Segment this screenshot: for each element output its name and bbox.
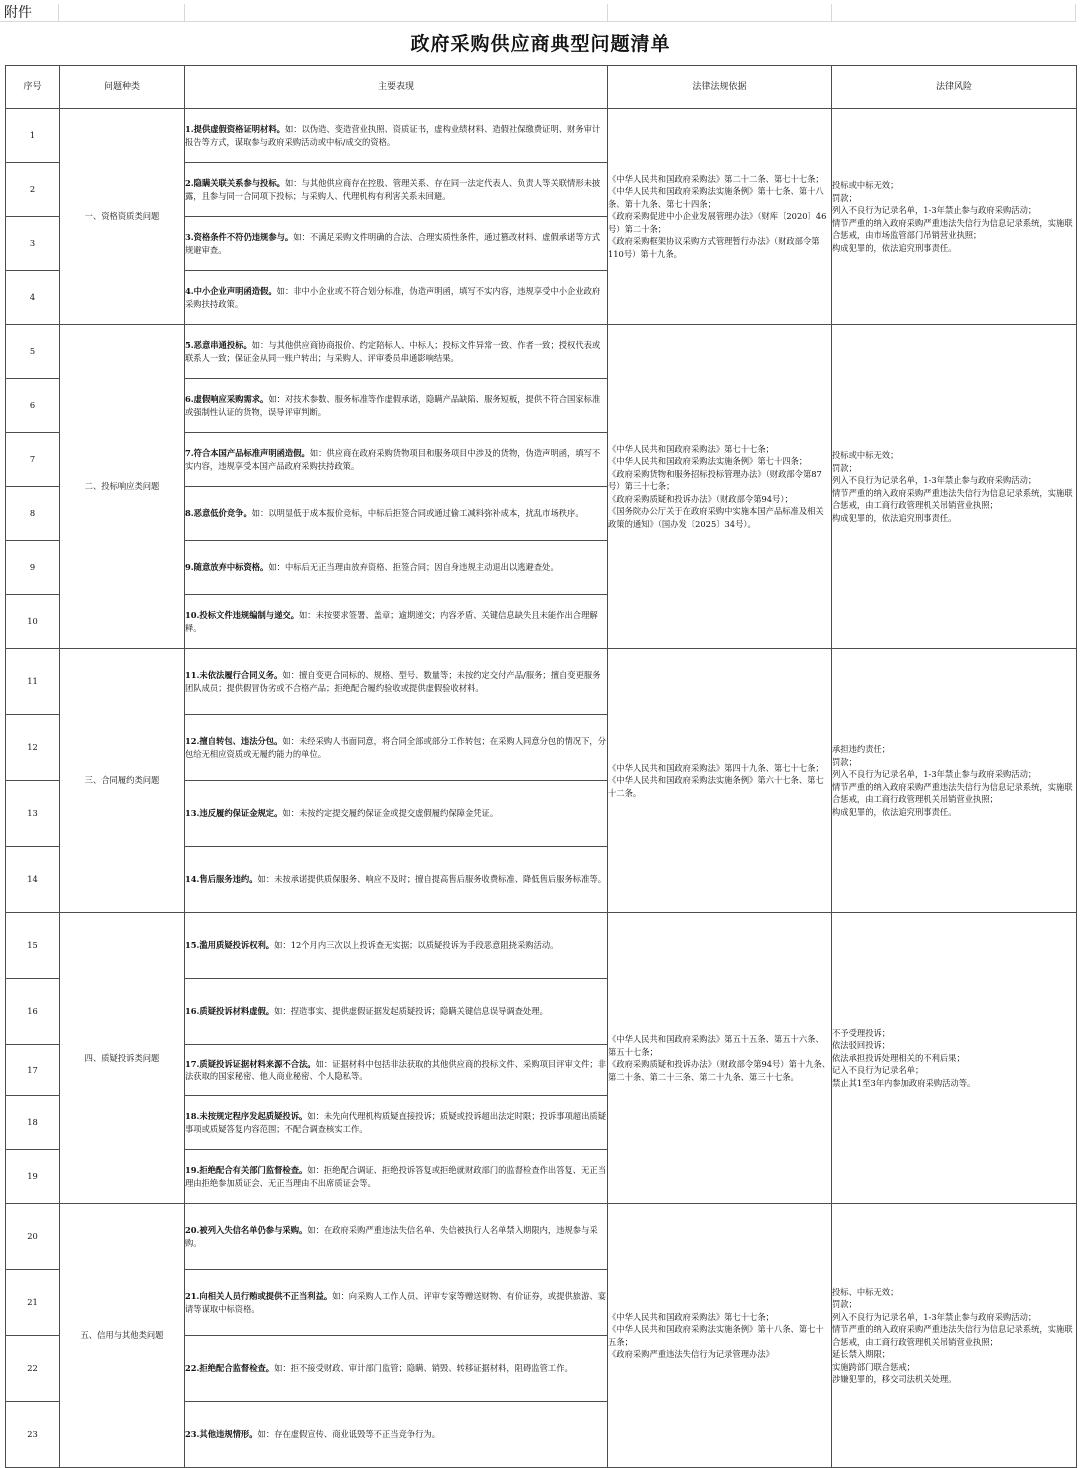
issue-table <box>5 65 1077 1468</box>
description-cell <box>185 217 608 271</box>
law-cell: 《中华人民共和国政府采购法》第五十五条、第五十六条、第五十七条； 《政府采购质疑和投诉办法》（财政部令第94号）第十九条、第二十条、第二十三条、第二十九条、第三十七条。 <box>608 913 832 1204</box>
description-cell <box>185 847 608 913</box>
issue-title: 12.擅自转包、违法分包。 <box>185 736 283 746</box>
issue-text: 如：证据材料中包括非法获取的其他供应商的投标文件、采购项目评审文件；非法获取的国家秘密、他人商业秘密、个人隐私等。 <box>185 1058 606 1081</box>
table-row <box>6 1204 1077 1270</box>
issue-text: 如：供应商在政府采购货物项目和服务项目中涉及的货物，伪造声明函，填写不实内容，违规享受本国产品政府采购扶持政策。 <box>185 448 601 471</box>
issue-title: 7.符合本国产品标准声明函造假。 <box>185 448 310 458</box>
issue-title: 9.随意放弃中标资格。 <box>185 562 269 573</box>
row-number: 15 <box>6 913 60 979</box>
issue-text: 如：不满足采购文件明确的合法、合理实质性条件，通过篡改材料、虚假承诺等方式规避审查。 <box>185 232 601 255</box>
category-cell: 五、信用与其他类问题 <box>60 1204 185 1468</box>
issue-text: 如：未先向代理机构质疑直接投诉；质疑或投诉超出法定时限；投诉事项超出质疑事项或质疑答复内容范围；不配合调查核实工作。 <box>185 1111 606 1134</box>
issue-text: 如：未经采购人书面同意，将合同全部或部分工作转包；在采购人同意分包的情况下，分包给无相应资质或无履约能力的单位。 <box>185 736 606 759</box>
row-number: 9 <box>6 541 60 595</box>
description-cell <box>185 1096 608 1150</box>
issue-text: 如：未按要求签署、盖章；逾期递交；内容矛盾、关键信息缺失且未能作出合理解释。 <box>185 610 598 633</box>
risk-cell: 投标或中标无效； 罚款； 列入不良行为记录名单，1-3年禁止参与政府采购活动； 情节严重的纳入政府采购严重违法失信行为信息记录系统，实施联合惩戒，由工商行政管理机关吊销营业执照； 构成犯罪的，依法追究刑事责任。 <box>832 325 1077 649</box>
issue-title: 11.未依法履行合同义务。 <box>185 670 283 680</box>
issue-text: 如：中标后无正当理由放弃资格、拒签合同；因自身违规主动退出以逃避查处。 <box>268 562 559 573</box>
description-cell <box>185 1402 608 1468</box>
table-header-row <box>6 66 1077 109</box>
issue-text: 如：擅自变更合同标的、规格、型号、数量等；未按约定交付产品/服务；擅自变更服务团队成员；提供假冒伪劣或不合格产品；拒绝配合履约验收或提供虚假验收材料。 <box>185 670 601 693</box>
issue-title: 6.虚假响应采购需求。 <box>185 394 269 404</box>
row-number: 2 <box>6 163 60 217</box>
table-row <box>6 913 1077 979</box>
row-number: 11 <box>6 649 60 715</box>
law-cell: 《中华人民共和国政府采购法》第七十七条； 《中华人民共和国政府采购法实施条例》第十八条、第七十五条； 《政府采购严重违法失信行为记录管理办法》 <box>608 1204 832 1468</box>
grid-line <box>1075 4 1076 22</box>
issue-title: 20.被列入失信名单仍参与采购。 <box>185 1225 308 1235</box>
issue-title: 22.拒绝配合监督检查。 <box>185 1363 275 1374</box>
issue-text: 如：非中小企业或不符合划分标准，伪造声明函，填写不实内容，违规享受中小企业政府采购扶持政策。 <box>185 286 601 309</box>
risk-cell: 投标、中标无效； 罚款； 列入不良行为记录名单，1-3年禁止参与政府采购活动； 情节严重的纳入政府采购严重违法失信行为信息记录系统，实施联合惩戒，由工商行政管理机关吊销营业执照； 延长禁入期限； 实施跨部门联合惩戒； 涉嫌犯罪的，移交司法机关处理。 <box>832 1204 1077 1468</box>
issue-title: 1.提供虚假资格证明材料。 <box>185 124 285 134</box>
law-cell: 《中华人民共和国政府采购法》第二十二条、第七十七条； 《中华人民共和国政府采购法实施条例》第十七条、第十八条、第十九条、第七十四条； 《政府采购促进中小企业发展管理办法》（财库〔2020〕46号）第二十条； 《政府采购框架协议采购方式管理暂行办法》（财政部令第110号）第十九条。 <box>608 109 832 325</box>
row-number: 4 <box>6 271 60 325</box>
row-number: 20 <box>6 1204 60 1270</box>
attachment-label: 附件 <box>4 5 32 21</box>
issue-text: 如：在政府采购严重违法失信名单、失信被执行人名单禁入期限内，违规参与采购。 <box>185 1225 598 1248</box>
description-cell <box>185 109 608 163</box>
description-cell <box>185 433 608 487</box>
issue-text: 如：未按承诺提供质保服务、响应不及时；擅自提高售后服务收费标准、降低售后服务标准等。 <box>257 874 606 885</box>
issue-title: 19.拒绝配合有关部门监督检查。 <box>185 1165 308 1175</box>
issue-text: 如：以明显低于成本报价竞标，中标后拒签合同或通过偷工减料弥补成本，扰乱市场秩序。 <box>251 508 584 519</box>
category-cell: 四、质疑投诉类问题 <box>60 913 185 1204</box>
page-title: 政府采购供应商典型问题清单 <box>410 33 671 55</box>
description-cell <box>185 1045 608 1096</box>
header-law: 法律法规依据 <box>608 66 832 109</box>
law-cell: 《中华人民共和国政府采购法》第七十七条； 《中华人民共和国政府采购法实施条例》第七十四条； 《政府采购货物和服务招标投标管理办法》（财政部令第87号）第三十七条； 《政府采购质疑和投诉办法》（财政部令第94号）； 《国务院办公厅关于在政府采购中实施本国产品标准及相关政策的通知》（国办发〔2025〕34号）。 <box>608 325 832 649</box>
issue-text: 如：以伪造、变造营业执照、资质证书，虚构业绩材料、造假社保缴费证明、财务审计报告等方式，谋取参与政府采购活动或中标/成交的资格。 <box>185 124 601 147</box>
description-cell <box>185 715 608 781</box>
description-cell <box>185 271 608 325</box>
header-seq: 序号 <box>6 66 60 109</box>
attachment-header-row <box>0 0 1080 22</box>
row-number: 7 <box>6 433 60 487</box>
row-number: 12 <box>6 715 60 781</box>
issue-text: 如：未按约定提交履约保证金或提交虚假履约保障金凭证。 <box>282 808 499 819</box>
issue-title: 23.其他违规情形。 <box>185 1429 258 1440</box>
issue-title: 8.恶意低价竞争。 <box>185 508 252 519</box>
row-number: 22 <box>6 1336 60 1402</box>
issue-text: 如：12个月内三次以上投诉查无实据；以质疑投诉为手段恶意阻挠采购活动。 <box>274 940 559 951</box>
description-cell <box>185 1270 608 1336</box>
description-cell <box>185 979 608 1045</box>
issue-title: 17.质疑投诉证据材料来源不合法。 <box>185 1058 316 1069</box>
issue-text: 如：与其他供应商协商报价、约定陪标人、中标人；投标文件异常一致、作者一致；授权代表或联系人一致；保证金从同一账户转出；与采购人、评审委员串通影响结果。 <box>185 340 601 363</box>
issue-text: 如：拒不接受财政、审计部门监管；隐瞒、销毁、转移证据材料，阻碍监管工作。 <box>274 1363 573 1374</box>
issue-title: 10.投标文件违规编制与递交。 <box>185 610 299 620</box>
description-cell <box>185 1336 608 1402</box>
description-cell <box>185 541 608 595</box>
issue-title: 15.滥用质疑投诉权利。 <box>185 940 275 951</box>
issue-text: 如：向采购人工作人员、评审专家等赠送财物、有价证券，或提供旅游、宴请等谋取中标资格。 <box>185 1291 606 1314</box>
table-row <box>6 325 1077 379</box>
issue-text: 如：捏造事实、提供虚假证据发起质疑投诉；隐瞒关键信息误导调查处理。 <box>274 1006 548 1017</box>
risk-cell: 不予受理投诉； 依法驳回投诉； 依法承担投诉处理相关的不利后果； 记入不良行为记录名单； 禁止其1至3年内参加政府采购活动等。 <box>832 913 1077 1204</box>
category-cell: 三、合同履约类问题 <box>60 649 185 913</box>
description-cell <box>185 163 608 217</box>
description-cell <box>185 1204 608 1270</box>
issue-text: 如：拒绝配合调证、拒绝投诉答复或拒绝就财政部门的监督检查作出答复、无正当理由拒绝参加质证会、无正当理由不出席质证会等。 <box>185 1165 606 1188</box>
description-cell <box>185 325 608 379</box>
law-cell: 《中华人民共和国政府采购法》第四十九条、第七十七条； 《中华人民共和国政府采购法实施条例》第六十七条、第七十二条。 <box>608 649 832 913</box>
grid-line <box>0 21 1076 22</box>
issue-title: 13.违反履约保证金规定。 <box>185 808 283 819</box>
issue-title: 16.质疑投诉材料虚假。 <box>185 1006 275 1017</box>
row-number: 8 <box>6 487 60 541</box>
issue-title: 14.售后服务违约。 <box>185 874 258 885</box>
row-number: 17 <box>6 1045 60 1096</box>
row-number: 13 <box>6 781 60 847</box>
grid-line <box>58 4 59 22</box>
row-number: 3 <box>6 217 60 271</box>
issue-text: 如：对技术参数、服务标准等作虚假承诺，隐瞒产品缺陷、服务短板，提供不符合国家标准或强制性认证的货物，误导评审判断。 <box>185 394 601 417</box>
row-number: 18 <box>6 1096 60 1150</box>
issue-title: 4.中小企业声明函造假。 <box>185 286 277 296</box>
description-cell <box>185 379 608 433</box>
description-cell <box>185 649 608 715</box>
grid-line <box>184 4 185 22</box>
row-number: 19 <box>6 1150 60 1204</box>
issue-title: 5.恶意串通投标。 <box>185 340 252 350</box>
risk-cell: 承担违约责任； 罚款； 列入不良行为记录名单，1-3年禁止参与政府采购活动； 情节严重的纳入政府采购严重违法失信行为信息记录系统，实施联合惩戒，由工商行政管理机关吊销营业执照； 构成犯罪的，依法追究刑事责任。 <box>832 649 1077 913</box>
row-number: 23 <box>6 1402 60 1468</box>
description-cell <box>185 913 608 979</box>
issue-title: 2.隐瞒关联关系参与投标。 <box>185 178 285 188</box>
issue-text: 如：与其他供应商存在控股、管理关系、存在同一法定代表人、负责人等关联情形未披露，且参与同一合同项下投标；与采购人、代理机构有利害关系未回避。 <box>185 178 601 201</box>
description-cell <box>185 781 608 847</box>
risk-cell: 投标或中标无效； 罚款； 列入不良行为记录名单，1-3年禁止参与政府采购活动； 情节严重的纳入政府采购严重违法失信行为信息记录系统，实施联合惩戒，由市场监管部门吊销营业执照； 构成犯罪的，依法追究刑事责任。 <box>832 109 1077 325</box>
header-risk: 法律风险 <box>832 66 1077 109</box>
description-cell <box>185 1150 608 1204</box>
issue-title: 18.未按规定程序发起质疑投诉。 <box>185 1111 308 1121</box>
description-cell <box>185 487 608 541</box>
issue-text: 如：存在虚假宣传、商业诋毁等不正当竞争行为。 <box>257 1429 441 1440</box>
row-number: 5 <box>6 325 60 379</box>
issue-title: 3.资格条件不符仍违规参与。 <box>185 232 294 242</box>
header-description: 主要表现 <box>185 66 608 109</box>
table-row <box>6 649 1077 715</box>
row-number: 6 <box>6 379 60 433</box>
description-cell <box>185 595 608 649</box>
table-row <box>6 109 1077 163</box>
row-number: 21 <box>6 1270 60 1336</box>
row-number: 16 <box>6 979 60 1045</box>
category-cell: 二、投标响应类问题 <box>60 325 185 649</box>
row-number: 14 <box>6 847 60 913</box>
grid-line <box>607 4 608 22</box>
category-cell: 一、资格资质类问题 <box>60 109 185 325</box>
issue-title: 21.向相关人员行贿或提供不正当利益。 <box>185 1291 333 1301</box>
row-number: 1 <box>6 109 60 163</box>
row-number: 10 <box>6 595 60 649</box>
header-category: 问题种类 <box>60 66 185 109</box>
grid-line <box>831 4 832 22</box>
